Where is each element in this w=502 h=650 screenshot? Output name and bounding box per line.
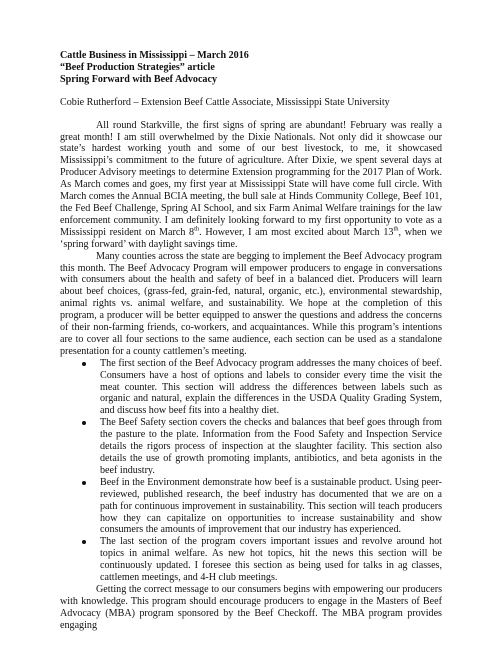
list-item: Beef in the Environment demonstrate how beef is a sustainable product. Using peer-reviewed, published research, the beef industry has documented that we are on a path for continuous improvement in sustainability. This section will teach producers how they can capitalize on opportunities to increase sustainability and show consumers the amounts of improvement that our industry has experienced. — [100, 477, 442, 537]
list-item: The Beef Safety section covers the checks and balances that beef goes through from the pasture to the plate. Information from the Food Safety and Inspection Service details the rigors process of inspection at the slaughter facility. This section also details the use of growth promoting implants, antibiotics, and beta agonists in the beef industry. — [100, 417, 442, 477]
bullet-icon — [82, 362, 86, 366]
list-item: The last section of the program covers important issues and revolve around hot topics in animal welfare. As new hot topics, hit the news this section will be continuously updated. I foresee this section as being used for talks in ag classes, cattlemen meetings, and 4-H club meetings. — [100, 536, 442, 584]
bullet-icon — [82, 540, 86, 544]
article-title: Spring Forward with Beef Advocacy — [60, 73, 218, 85]
bullet-icon — [82, 481, 86, 485]
list-item: The first section of the Beef Advocacy program addresses the many choices of beef. Consumers have a host of options and labels to consider every time the visit the meat counter. This section will address the differences between labels such as organic and natural, explain the differences in the USDA Quality Grading System, and discuss how beef fits into a healthy diet. — [100, 358, 442, 418]
article-type-line: “Beef Production Strategies” article — [60, 61, 215, 73]
paragraph-1: All round Starkville, the first signs of spring are abundant! February was really a great month! I am still overwhelmed by the Dixie Nationals. Not only did it showcase our state’s hardest working youth and some of our best livestock, to me, it showcased Mississippi’s commitment to the future of agriculture. After Dixie, we spent several days at Producer Advisory meetings to determine Extension programming for the 2017 Plan of Work. As March comes and goes, my first year at Mississippi State will have come full circle. With March comes the Annual BCIA meeting, the bull sale at Hinds Community College, Beef 101, the Fed Beef Challenge, Spring AI School, and six Farm Animal Welfare trainings for the law enforcement community. I am definitely looking forward to my first opportunity to vote as a Mississippi resident on March 8th. However, I am most excited about March 13th, when we ‘spring forward’ with daylight savings time. — [60, 119, 443, 250]
bullet-icon — [82, 421, 86, 425]
publication-line: Cattle Business in Mississippi – March 2016 — [60, 50, 249, 61]
paragraph-3: Getting the correct message to our consumers begins with empowering our producers with knowledge. This program should encourage producers to engage in the Masters of Beef Advocacy (MBA) program sponsored by the Beef Checkoff. The MBA program provides engaging — [60, 583, 442, 631]
paragraph-2: Many counties across the state are begging to implement the Beef Advocacy program this month. The Beef Advocacy Program will empower producers to engage in conversations with consumers about the health and safety of beef in a balanced diet. Producers will learn about beef choices, (grass-fed, grain-fed, natural, organic, etc.), environmental stewardship, animal rights vs. animal welfare, and sustainability. We hope at the completion of this program, a producer will be better equipped to answer the questions and address the concerns of their non-farming friends, co-workers, and acquaintances. While this program’s intentions are to cover all four sections to the same audience, each section can be used as a standalone presentation for a county cattlemen’s meeting. — [60, 250, 442, 357]
author-byline: Cobie Rutherford – Extension Beef Cattle Associate, Mississippi State University — [60, 96, 390, 108]
article-body — [60, 50, 442, 632]
section-bullet-list — [60, 358, 442, 584]
